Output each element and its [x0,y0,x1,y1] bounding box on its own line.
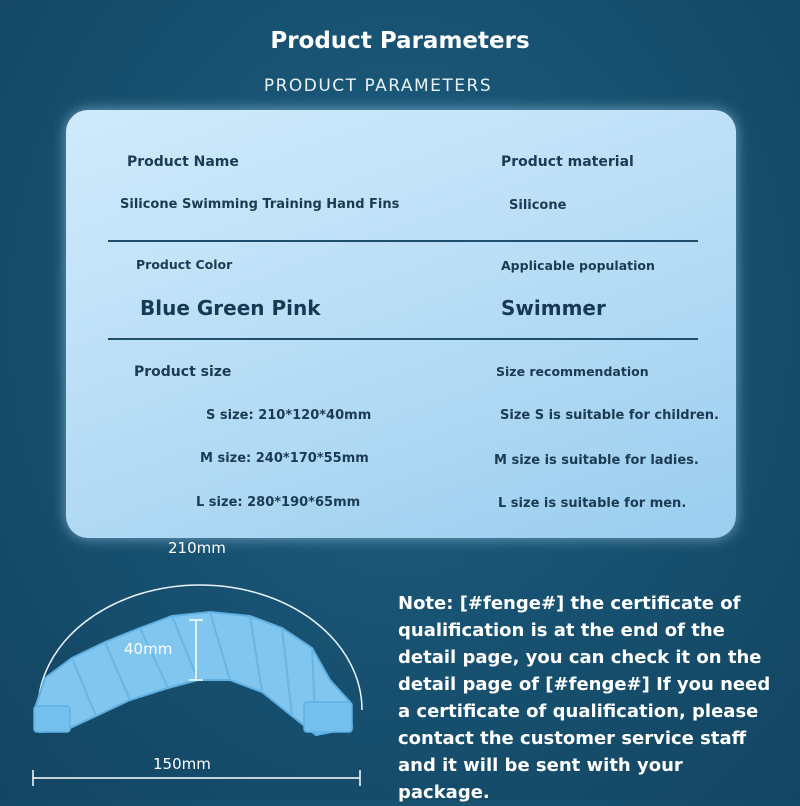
divider-middle [108,338,698,340]
parameters-card [66,110,736,538]
recommendation-label: Size recommendation [496,364,649,379]
color-label: Product Color [136,257,233,272]
size-m: M size: 240*170*55mm [200,451,369,466]
page-title: Product Parameters [270,28,530,54]
size-l: L size: 280*190*65mm [196,495,361,510]
material-label: Product material [501,154,634,170]
population-value: Swimmer [501,296,606,320]
product-name-label: Product Name [127,154,239,170]
color-value: Blue Green Pink [140,296,321,320]
material-value: Silicone [509,198,567,213]
size-diagram [0,530,400,800]
product-name-value: Silicone Swimming Training Hand Fins [120,197,400,212]
population-label: Applicable population [501,258,655,273]
certificate-note: Note: [#fenge#] the certificate of qualification is at the end of the detail page, you can check it on the detail page of [#fenge#] If you need a certificate of qualification, please contact the customer service staff and it will be sent with your package. [398,593,771,803]
width-label: 210mm [168,539,226,557]
hand-fin-icon [34,612,352,735]
recommendation-l: L size is suitable for men. [498,496,687,511]
page-subtitle: PRODUCT PARAMETERS [263,76,493,96]
size-s: S size: 210*120*40mm [206,408,372,423]
recommendation-m: M size is suitable for ladies. [494,453,699,468]
base-label: 150mm [153,755,211,773]
divider-top [108,240,698,242]
size-label: Product size [134,364,232,380]
recommendation-s: Size S is suitable for children. [500,408,720,423]
height-label: 40mm [124,640,173,658]
